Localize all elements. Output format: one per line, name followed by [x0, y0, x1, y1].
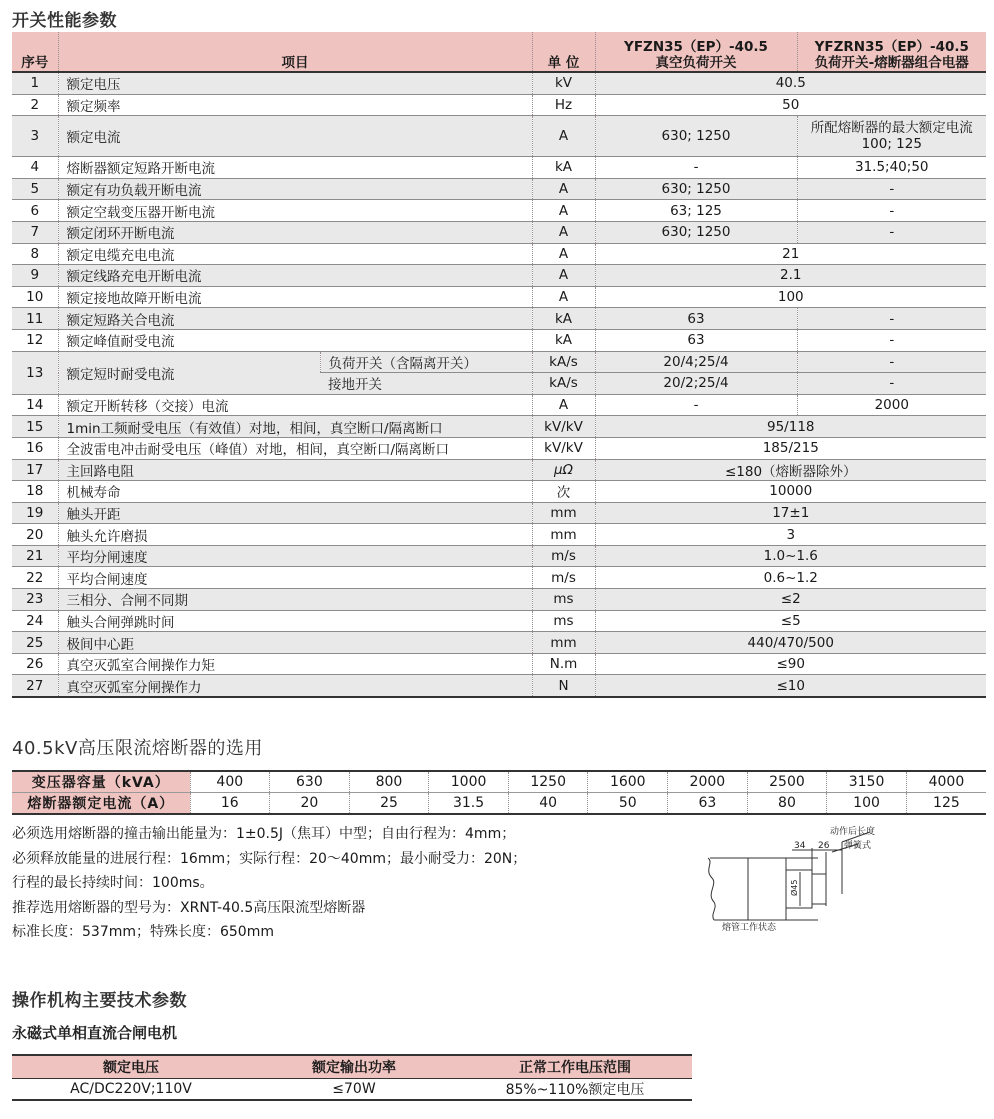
row-item: 机械寿命: [58, 481, 532, 503]
row-unit: A: [532, 243, 595, 265]
row-value: 100: [595, 286, 986, 308]
motor-value-power: ≤70W: [250, 1079, 458, 1101]
note-line: 推荐选用熔断器的型号为：XRNT-40.5高压限流型熔断器: [12, 899, 366, 916]
row-unit: m/s: [532, 567, 595, 589]
table-row: [12, 351, 986, 373]
row-value: 440/470/500: [595, 632, 986, 654]
header-col2-model: YFZRN35（EP）-40.5: [814, 39, 969, 55]
fuse-current-cell: 50: [588, 793, 668, 815]
row-value: ≤5: [595, 610, 986, 632]
row-item: 额定闭环开断电流: [58, 221, 532, 243]
row-no: 18: [12, 481, 58, 503]
row-unit: kA: [532, 308, 595, 330]
switch-spec-table: [12, 32, 986, 698]
table-row: [12, 221, 986, 243]
table-row: [12, 72, 986, 94]
row-value-col1: 630; 1250: [595, 116, 797, 157]
fuse-current-cell: 125: [906, 793, 986, 815]
motor-value-row: [12, 1079, 692, 1101]
row-value: 10000: [595, 481, 986, 503]
row-item: 额定电压: [58, 72, 532, 94]
row-item: 额定短时耐受电流: [58, 351, 320, 394]
fuse-capacity-cell: 4000: [906, 771, 986, 793]
row-value: 2.1: [595, 265, 986, 287]
table-row: [12, 675, 986, 697]
section-title-fuse-selection: 40.5kV高压限流熔断器的选用: [12, 738, 263, 759]
row-no: 10: [12, 286, 58, 308]
row-unit: kV/kV: [532, 416, 595, 438]
row-unit: kA/s: [532, 373, 595, 395]
row-item: 额定接地故障开断电流: [58, 286, 532, 308]
table-row: [12, 329, 986, 351]
row-value: ≤180（熔断器除外）: [595, 459, 986, 481]
table-row: [12, 481, 986, 503]
table-row: [12, 524, 986, 546]
row-unit: A: [532, 394, 595, 416]
fuse-capacity-cell: 800: [349, 771, 429, 793]
header-col2: [797, 32, 986, 72]
table-row: [12, 437, 986, 459]
row-item: 熔断器额定短路开断电流: [58, 157, 532, 179]
row-item: 额定峰值耐受电流: [58, 329, 532, 351]
row-no: 6: [12, 200, 58, 222]
row-unit: kA: [532, 157, 595, 179]
table-row: [12, 265, 986, 287]
row-value: ≤10: [595, 675, 986, 697]
row-no: 2: [12, 94, 58, 116]
row-no: 14: [12, 394, 58, 416]
row-value-col1: -: [595, 157, 797, 179]
row-unit: kV/kV: [532, 437, 595, 459]
fuse-capacity-cell: 2000: [668, 771, 748, 793]
header-col1: [595, 32, 797, 72]
row-item: 1min工频耐受电压（有效值）对地，相间，真空断口/隔离断口: [58, 416, 532, 438]
table-row: [12, 459, 986, 481]
row-value: 17±1: [595, 502, 986, 524]
row-unit: ms: [532, 589, 595, 611]
row-unit: A: [532, 286, 595, 308]
fuse-capacity-cell: 2500: [747, 771, 827, 793]
fuse-current-cell: 20: [270, 793, 350, 815]
motor-value-range: 85%~110%额定电压: [458, 1079, 692, 1101]
row-unit: Hz: [532, 94, 595, 116]
diagram-label-spring: 弹簧式: [844, 841, 872, 851]
row-value-col2: 2000: [797, 394, 986, 416]
table-row: [12, 394, 986, 416]
header-col2-desc: 负荷开关-熔断器组合电器: [814, 55, 969, 71]
table-row: [12, 116, 986, 157]
row-value-col2: -: [797, 178, 986, 200]
row-value: ≤90: [595, 653, 986, 675]
row-unit: kA: [532, 329, 595, 351]
row-item: 额定电流: [58, 116, 532, 157]
row-value: 185/215: [595, 437, 986, 459]
fuse-notes: [12, 822, 526, 945]
table-row: [12, 243, 986, 265]
header-item: 项目: [58, 32, 532, 72]
table-row: [12, 416, 986, 438]
row-no: 8: [12, 243, 58, 265]
row-value: 0.6~1.2: [595, 567, 986, 589]
row-no: 27: [12, 675, 58, 697]
row-no: 15: [12, 416, 58, 438]
row-unit: A: [532, 265, 595, 287]
diagram-dim-diameter: Ø45: [790, 879, 799, 896]
section-title-switch-params: 开关性能参数: [12, 11, 117, 31]
row-value-col1: 63: [595, 308, 797, 330]
table-row: [12, 94, 986, 116]
row-no: 12: [12, 329, 58, 351]
fuse-current-row: [12, 793, 986, 815]
row-value-col2: 所配熔断器的最大额定电流100; 125: [797, 116, 986, 157]
note-line: 必须释放能量的进展行程：16mm；实际行程：20～40mm；最小耐受力：20N；: [12, 850, 527, 867]
fuse-selection-table: [12, 770, 986, 815]
row-unit: A: [532, 116, 595, 157]
row-item: 极间中心距: [58, 632, 532, 654]
row-value-col1: 20/2;25/4: [595, 373, 797, 395]
row-no: 26: [12, 653, 58, 675]
row-unit: A: [532, 200, 595, 222]
row-no: 11: [12, 308, 58, 330]
row-no: 19: [12, 502, 58, 524]
row-value-col2: -: [797, 221, 986, 243]
fuse-capacity-cell: 3150: [827, 771, 907, 793]
fuse-capacity-cell: 1600: [588, 771, 668, 793]
row-item: 额定电缆充电电流: [58, 243, 532, 265]
row-item: 主回路电阻: [58, 459, 532, 481]
fuse-capacity-row: [12, 771, 986, 793]
row-value-col2: 31.5;40;50: [797, 157, 986, 179]
row-value-col1: 20/4;25/4: [595, 351, 797, 373]
motor-spec-table: [12, 1054, 692, 1101]
row-unit: 次: [532, 481, 595, 503]
row-unit: μΩ: [532, 459, 595, 481]
motor-header-range: 正常工作电压范围: [458, 1055, 692, 1079]
table-row: [12, 502, 986, 524]
header-col1-model: YFZN35（EP）-40.5: [624, 39, 768, 55]
row-unit: ms: [532, 610, 595, 632]
row-item: 平均分闸速度: [58, 545, 532, 567]
diagram-dim-26: 26: [818, 841, 830, 851]
row-value: 3: [595, 524, 986, 546]
row-no: 4: [12, 157, 58, 179]
row-item: 额定空载变压器开断电流: [58, 200, 532, 222]
row-item: 额定线路充电开断电流: [58, 265, 532, 287]
table-row: [12, 200, 986, 222]
table-row: [12, 157, 986, 179]
row-value-col1: 63; 125: [595, 200, 797, 222]
row-item: 平均合闸速度: [58, 567, 532, 589]
diagram-dim-34: 34: [794, 841, 806, 851]
header-no: 序号: [12, 32, 58, 72]
diagram-label-after-length: 动作后长度: [830, 827, 876, 837]
row-item: 额定开断转移（交接）电流: [58, 394, 532, 416]
fuse-current-cell: 25: [349, 793, 429, 815]
table-row: [12, 545, 986, 567]
table-row: [12, 632, 986, 654]
row-no: 25: [12, 632, 58, 654]
table-row: [12, 610, 986, 632]
row-value-col1: 630; 1250: [595, 221, 797, 243]
row-unit: kV: [532, 72, 595, 94]
row-item: 触头开距: [58, 502, 532, 524]
row-value: 1.0~1.6: [595, 545, 986, 567]
row-no: 20: [12, 524, 58, 546]
row-value-col2: -: [797, 351, 986, 373]
motor-header-voltage: 额定电压: [12, 1055, 250, 1079]
row-unit: mm: [532, 502, 595, 524]
row-no: 5: [12, 178, 58, 200]
row-item: 触头允许磨损: [58, 524, 532, 546]
motor-header-power: 额定输出功率: [250, 1055, 458, 1079]
row-item: 三相分、合闸不同期: [58, 589, 532, 611]
row-no: 17: [12, 459, 58, 481]
header-unit: 单 位: [532, 32, 595, 72]
fuse-current-cell: 40: [508, 793, 588, 815]
fuse-diagram: [700, 822, 900, 934]
row-subitem: 接地开关: [320, 373, 532, 395]
fuse-current-cell: 63: [668, 793, 748, 815]
row-no: 21: [12, 545, 58, 567]
row-no: 1: [12, 72, 58, 94]
row-no: 9: [12, 265, 58, 287]
row-no: 22: [12, 567, 58, 589]
row-item: 真空灭弧室合闸操作力矩: [58, 653, 532, 675]
row-subitem: 负荷开关（含隔离开关）: [320, 351, 532, 373]
row-item: 真空灭弧室分闸操作力: [58, 675, 532, 697]
fuse-current-cell: 100: [827, 793, 907, 815]
section-subtitle-motor: 永磁式单相直流合闸电机: [12, 1024, 178, 1042]
row-unit: A: [532, 221, 595, 243]
row-value-col2: -: [797, 200, 986, 222]
row-value: ≤2: [595, 589, 986, 611]
row-value-col1: 630; 1250: [595, 178, 797, 200]
fuse-capacity-cell: 1000: [429, 771, 509, 793]
row-no: 13: [12, 351, 58, 394]
note-line: 行程的最长持续时间：100ms。: [12, 875, 214, 891]
row-unit: A: [532, 178, 595, 200]
row-value-col2: -: [797, 308, 986, 330]
row-value: 21: [595, 243, 986, 265]
fuse-row2-label: 熔断器额定电流（A）: [12, 793, 190, 815]
row-value: 50: [595, 94, 986, 116]
row-unit: mm: [532, 524, 595, 546]
row-no: 3: [12, 116, 58, 157]
fuse-current-cell: 31.5: [429, 793, 509, 815]
note-line: 必须选用熔断器的撞击输出能量为：1±0.5J（焦耳）中型；自由行程为：4mm；: [12, 826, 516, 842]
fuse-current-cell: 16: [190, 793, 270, 815]
table-row: [12, 286, 986, 308]
table-row: [12, 178, 986, 200]
table-row: [12, 567, 986, 589]
row-item: 触头合闸弹跳时间: [58, 610, 532, 632]
section-title-mechanism: 操作机构主要技术参数: [12, 991, 187, 1011]
fuse-capacity-cell: 400: [190, 771, 270, 793]
motor-value-voltage: AC/DC220V;110V: [12, 1079, 250, 1101]
table-row: [12, 653, 986, 675]
motor-header-row: [12, 1055, 692, 1079]
row-unit: m/s: [532, 545, 595, 567]
row-item: 额定有功负载开断电流: [58, 178, 532, 200]
row-unit: kA/s: [532, 351, 595, 373]
row-item: 额定频率: [58, 94, 532, 116]
row-value-col1: 63: [595, 329, 797, 351]
row-unit: mm: [532, 632, 595, 654]
diagram-label-working: 熔管工作状态: [722, 923, 777, 933]
fuse-row1-label: 变压器容量（kVA）: [12, 771, 190, 793]
row-value: 40.5: [595, 72, 986, 94]
row-no: 24: [12, 610, 58, 632]
note-line: 标准长度：537mm；特殊长度：650mm: [12, 924, 274, 940]
row-value-col1: -: [595, 394, 797, 416]
table-row: [12, 308, 986, 330]
header-col1-desc: 真空负荷开关: [655, 55, 737, 71]
row-no: 23: [12, 589, 58, 611]
row-value: 95/118: [595, 416, 986, 438]
row-no: 7: [12, 221, 58, 243]
row-no: 16: [12, 437, 58, 459]
table-row: [12, 589, 986, 611]
fuse-current-cell: 80: [747, 793, 827, 815]
row-value-col2: -: [797, 329, 986, 351]
row-unit: N.m: [532, 653, 595, 675]
row-unit: N: [532, 675, 595, 697]
row-item: 额定短路关合电流: [58, 308, 532, 330]
fuse-capacity-cell: 630: [270, 771, 350, 793]
row-value-col2: -: [797, 373, 986, 395]
row-item: 全波雷电冲击耐受电压（峰值）对地，相间，真空断口/隔离断口: [58, 437, 532, 459]
fuse-capacity-cell: 1250: [508, 771, 588, 793]
